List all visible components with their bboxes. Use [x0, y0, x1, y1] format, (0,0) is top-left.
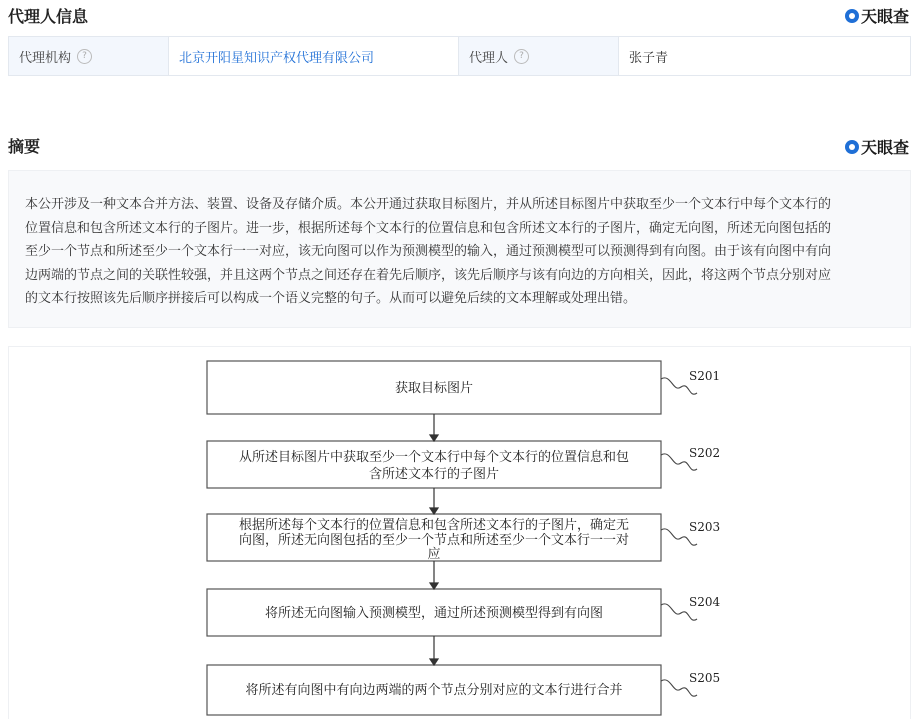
- agent-label: 代理人: [469, 50, 509, 66]
- agent-info-table: [8, 36, 911, 76]
- tianyancha-logo-icon: [845, 140, 859, 154]
- step-id: S202: [689, 446, 721, 460]
- step-id: S201: [689, 369, 721, 383]
- step-text: 从所述目标图片中获取至少一个文本行中每个文本行的位置信息和包: [238, 450, 630, 465]
- step-text: 根据所述每个文本行的位置信息和包含所述文本行的子图片，确定无: [238, 518, 630, 533]
- step-text: 向图，所述无向图包括的至少一个节点和所述至少一个文本行一一对: [238, 533, 630, 548]
- abstract-figure: [8, 346, 911, 719]
- agency-label: 代理机构: [19, 50, 72, 66]
- step-text: 含所述文本行的子图片: [368, 467, 500, 482]
- flow-arrow-head: [430, 508, 438, 514]
- agent-label-cell: [459, 37, 619, 75]
- abstract-line: 位置信息和包含所述文本行的子图片。进一步，根据所述每个文本行的位置信息和包含所述文本行的子图片，确定无向图，所述无向图包括的: [25, 220, 832, 236]
- step-id: S205: [689, 671, 721, 685]
- step-text: 将所述有向图中有向边两端的两个节点分别对应的文本行进行合并: [245, 683, 623, 698]
- agent-value-cell: [619, 37, 910, 75]
- agency-label-cell: [9, 37, 169, 75]
- step-text: 获取目标图片: [394, 381, 474, 396]
- abstract-line: 本公开涉及一种文本合并方法、装置、设备及存储介质。本公开通过获取目标图片，并从所述目标图片中获取至少一个文本行中每个文本行的: [25, 197, 832, 212]
- tianyancha-logo[interactable]: [845, 4, 909, 27]
- help-icon[interactable]: ?: [77, 49, 92, 64]
- step-text: 将所述无向图输入预测模型，通过所述预测模型得到有向图: [264, 606, 604, 621]
- abstract-text: [8, 170, 911, 328]
- agent-section-title: 代理人信息: [8, 7, 89, 26]
- abstract-line: 的文本行按照该先后顺序拼接后可以构成一个语义完整的句子。从而可以避免后续的文本理解或处理出错。: [25, 291, 637, 306]
- abstract-line: 至少一个节点和所述至少一个文本行一一对应，该无向图可以作为预测模型的输入，通过预测模型可以预测得到有向图。由于该有向图中有向: [25, 244, 832, 259]
- tianyancha-logo-icon: [845, 9, 859, 23]
- abstract-line: 边两端的节点之间的关联性较强，并且这两个节点之间还存在着先后顺序，该先后顺序与该有向边的方向相关，因此，将这两个节点分别对应: [25, 267, 832, 283]
- tianyancha-logo[interactable]: [845, 135, 909, 158]
- help-icon[interactable]: ?: [514, 49, 529, 64]
- agent-value: 张子青: [629, 50, 669, 66]
- agency-value-cell: [169, 37, 459, 75]
- abstract-section-title: 摘要: [8, 137, 41, 156]
- tianyancha-logo-text: 天眼查: [860, 7, 909, 26]
- step-id: S204: [689, 595, 721, 609]
- flow-arrow-head: [430, 435, 438, 441]
- flow-arrow-head: [430, 583, 438, 589]
- step-text: 应: [427, 547, 441, 562]
- flow-arrow-head: [430, 659, 438, 665]
- tianyancha-logo-text: 天眼查: [860, 138, 909, 157]
- step-id: S203: [689, 520, 721, 534]
- agency-link[interactable]: 北京开阳星知识产权代理有限公司: [179, 50, 375, 66]
